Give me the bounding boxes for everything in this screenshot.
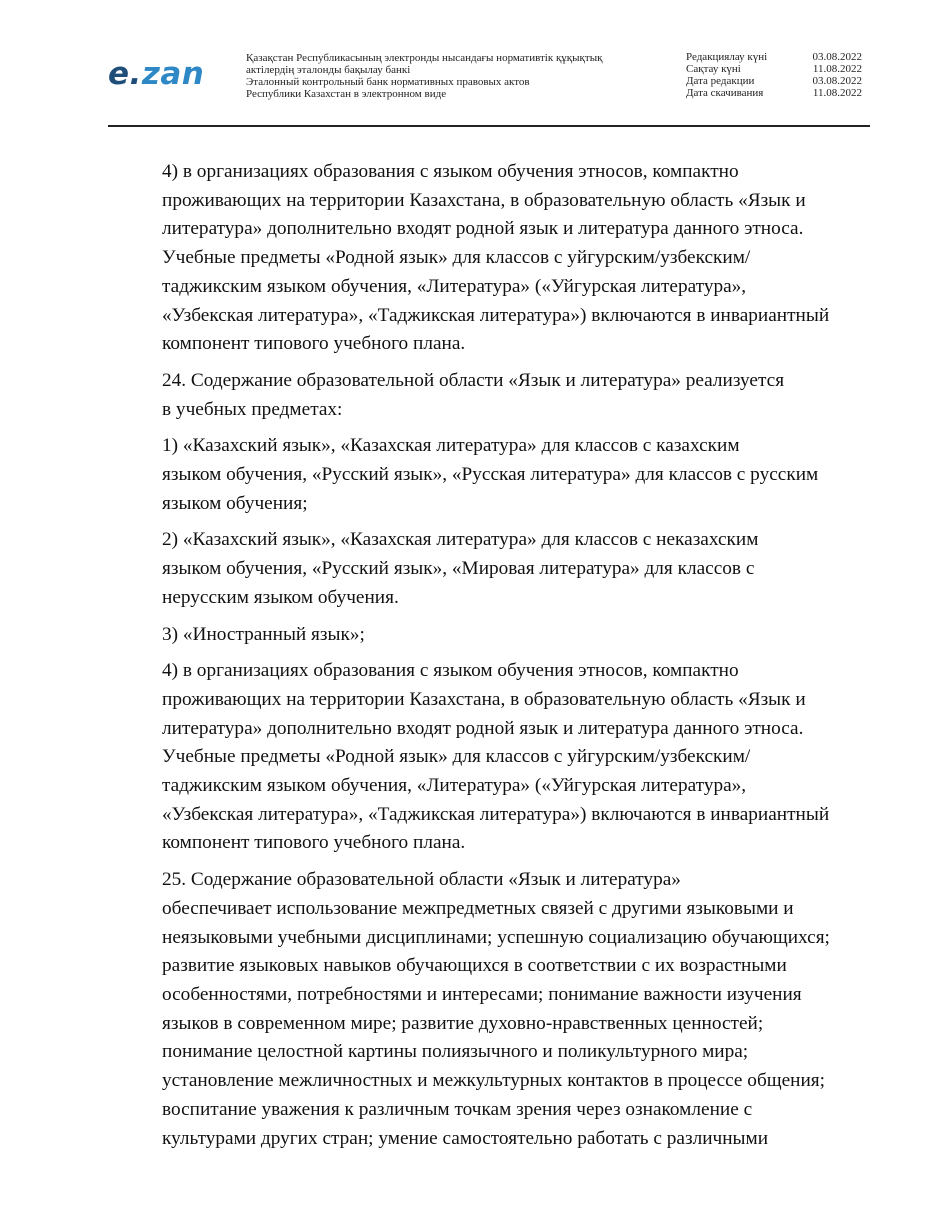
header-description [246, 52, 666, 100]
ezan-logo [108, 56, 204, 94]
paragraph [108, 866, 860, 1153]
meta-row [686, 51, 862, 63]
logo-zan: zan [141, 56, 205, 92]
paragraph-line: компонент типового учебного плана. [162, 832, 466, 854]
paragraph-line: развитие языковых навыков обучающихся в соответствии с их возрастными [162, 955, 787, 977]
header-divider [108, 125, 870, 127]
meta-row [686, 87, 862, 99]
paragraph-line: нерусским языком обучения. [162, 586, 399, 608]
paragraph-line: обеспечивает использование межпредметных связей с другими языковыми и [162, 897, 794, 919]
paragraph-line: языков в современном мире; развитие духовно-нравственных ценностей; [162, 1012, 764, 1034]
paragraph-line: 2) «Казахский язык», «Казахская литература» для классов с неказахским [162, 529, 759, 551]
meta-label: Сақтау күні [686, 63, 741, 75]
paragraph-line: 3) «Иностранный язык»; [162, 623, 365, 645]
paragraph-line: понимание целостной картины полиязычного и поликультурного мира; [162, 1041, 749, 1063]
paragraph-line: 25. Содержание образовательной области «Язык и литература» [162, 869, 681, 891]
meta-label: Редакциялау күні [686, 51, 768, 63]
paragraph-line: таджикским языком обучения, «Литература» («Уйгурская литература», [162, 275, 747, 297]
meta-row [686, 75, 862, 87]
paragraph-line: компонент типового учебного плана. [162, 333, 466, 355]
paragraph [108, 526, 860, 612]
paragraph-line: установление межличностных и межкультурных контактов в процессе общения; [162, 1070, 826, 1092]
meta-label: Дата редакции [686, 75, 755, 87]
header-description-line: Эталонный контрольный банк нормативных правовых актов [246, 76, 530, 88]
paragraph-line: 1) «Казахский язык», «Казахская литература» для классов с казахским [162, 435, 740, 457]
paragraph-line: особенностями, потребностями и интересами; понимание важности изучения [162, 983, 802, 1005]
paragraph-line: Учебные предметы «Родной язык» для классов с уйгурским/узбекским/ [162, 247, 751, 269]
paragraph-line: Учебные предметы «Родной язык» для классов с уйгурским/узбекским/ [162, 746, 751, 768]
paragraph-line: языком обучения; [162, 492, 308, 514]
paragraph-line: культурами других стран; умение самостоятельно работать с различными [162, 1127, 769, 1149]
header-description-line: актілердің эталонды бақылау банкі [246, 64, 411, 76]
meta-value: 03.08.2022 [812, 51, 862, 63]
paragraph [108, 432, 860, 518]
paragraph [108, 621, 860, 650]
paragraph-line: проживающих на территории Казахстана, в образовательную область «Язык и [162, 189, 806, 211]
paragraph [108, 367, 860, 424]
paragraph-line: 24. Содержание образовательной области «Язык и литература» реализуется [162, 369, 785, 391]
meta-value: 03.08.2022 [812, 75, 862, 87]
logo-e: e [108, 56, 130, 92]
header-description-line: Қазақстан Республикасының электронды нысандағы нормативтік құқықтық [246, 52, 603, 64]
meta-value: 11.08.2022 [812, 87, 862, 99]
paragraph-line: воспитание уважения к различным точкам зрения через ознакомление с [162, 1098, 753, 1120]
meta-row [686, 63, 862, 75]
header-description-line: Республики Казахстан в электронном виде [246, 88, 447, 100]
paragraph-line: 4) в организациях образования с языком обучения этносов, компактно [162, 161, 739, 182]
meta-value: 11.08.2022 [812, 63, 862, 75]
paragraph [108, 158, 860, 359]
logo-dot: . [129, 56, 142, 92]
page-header [0, 0, 935, 130]
paragraph-line: литература» дополнительно входят родной язык и литература данного этноса. [162, 717, 804, 739]
paragraph-line: неязыковыми учебными дисциплинами; успешную социализацию обучающихся; [162, 926, 830, 948]
paragraph-line: таджикским языком обучения, «Литература» («Уйгурская литература», [162, 775, 747, 797]
paragraph-line: литература» дополнительно входят родной язык и литература данного этноса. [162, 218, 804, 240]
paragraph-line: 4) в организациях образования с языком обучения этносов, компактно [162, 660, 739, 682]
paragraph-line: проживающих на территории Казахстана, в образовательную область «Язык и [162, 688, 806, 710]
paragraph-line: в учебных предметах: [162, 398, 343, 420]
paragraph-line: «Узбекская литература», «Таджикская литература») включаются в инвариантный [162, 304, 830, 326]
header-meta [686, 51, 862, 99]
paragraph-line: языком обучения, «Русский язык», «Мировая литература» для классов с [162, 558, 755, 580]
paragraph-line: языком обучения, «Русский язык», «Русская литература» для классов с русским [162, 464, 819, 486]
document-body [108, 158, 860, 1161]
meta-label: Дата скачивания [686, 87, 764, 99]
paragraph-line: «Узбекская литература», «Таджикская литература») включаются в инвариантный [162, 803, 830, 825]
paragraph [108, 657, 860, 858]
